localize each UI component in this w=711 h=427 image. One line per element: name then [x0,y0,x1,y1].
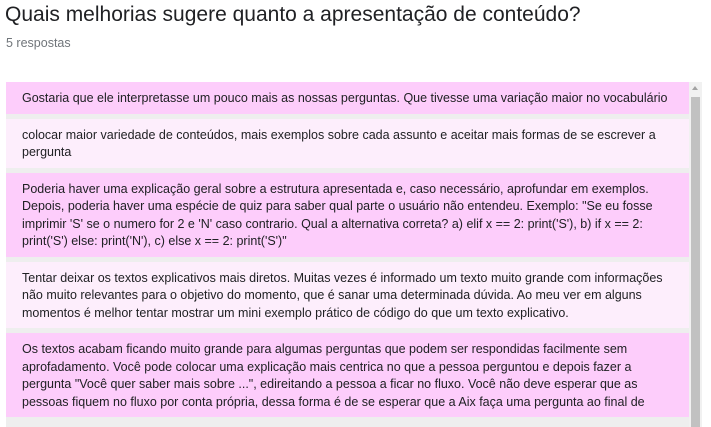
response-text: Poderia haver uma explicação geral sobre a estrutura apresentada e, caso necessário, aprofundar em exemplos. Depois, poderia haver uma espécie de quiz para saber qual parte o usuário não entendeu. Exemplo: "Se eu fosse imprimir 'S' se o numero for 2 e 'N' caso contrario. Qual a alternativa correta? a) elif x == 2: print('S'), b) if x == 2: print('S') else: print('N'), c) else x == 2: print('S')" [22,181,653,248]
response-text: Tentar deixar os textos explicativos mais diretos. Muitas vezes é informado um texto muito grande com informações não muito relevantes para o objetivo do momento, que é sanar uma determinada dúvida. Ao meu ver em alguns momentos é melhor tentar mostrar um mini exemplo prático de código do que um texto explicativo. [22,270,663,320]
response-count: 5 respostas [6,36,71,50]
question-title: Quais melhorias sugere quanto a apresentação de conteúdo? [5,3,581,26]
scroll-up-arrow-icon[interactable] [689,82,702,95]
response-item [6,262,689,329]
response-text: Os textos acabam ficando muito grande para algumas perguntas que podem ser respondidas facilmente sem aprofadamento. Você pode colocar uma explicação mais centrica no que a pessoa perguntou e depois fazer a pergunta "Você quer saber mais sobre ...", edireitando a pessoa a ficar no fluxo. Você não deve esperar que as pessoas fiquem no fluxo por conta própria, dessa forma é de se esperar que a Aix faça uma pergunta ao final de [22,342,645,409]
response-item [6,333,689,417]
response-item [6,173,689,257]
response-text: Gostaria que ele interpretasse um pouco mais as nossas perguntas. Que tivesse uma variação maior no vocabulário [22,91,668,105]
responses-list[interactable] [6,82,689,427]
response-text: colocar maior variedade de conteúdos, mais exemplos sobre cada assunto e aceitar mais formas de se escrever a pergunta [22,127,656,159]
response-item [6,82,689,114]
scrollbar-thumb[interactable] [691,97,700,427]
response-item [6,119,689,168]
vertical-scrollbar[interactable] [689,82,702,427]
